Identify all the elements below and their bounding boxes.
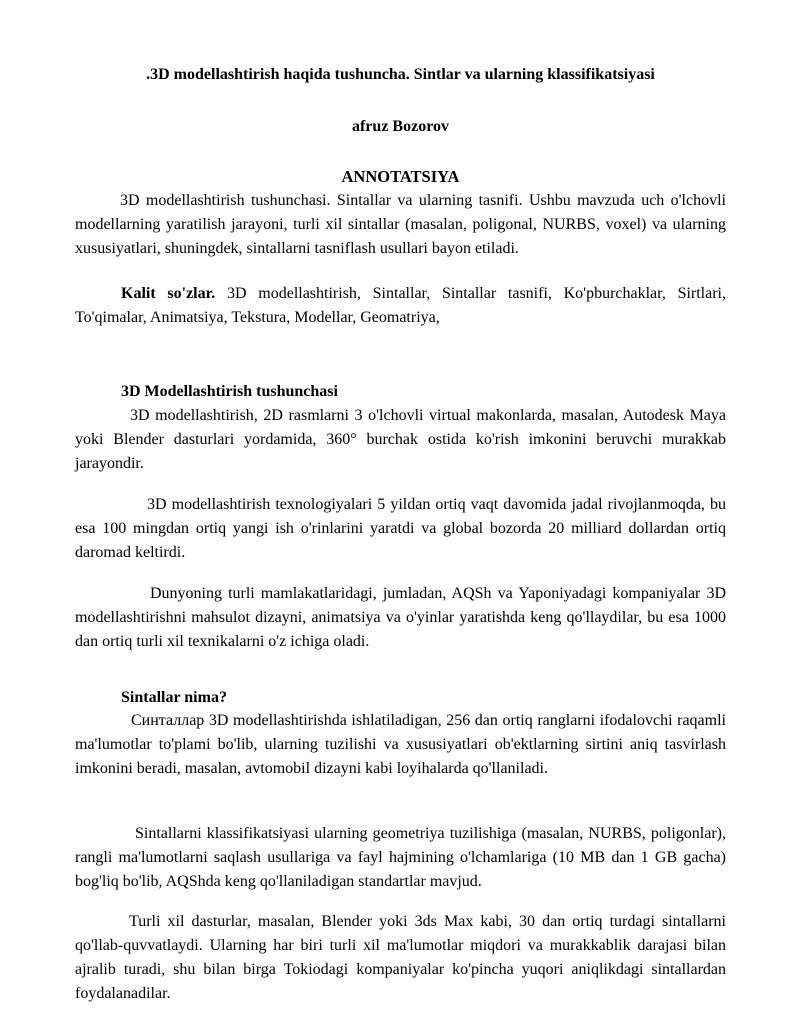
section-heading: Sintallar nima? bbox=[121, 689, 227, 706]
keywords-paragraph bbox=[75, 282, 726, 330]
document-title: .3D modellashtirish haqida tushuncha. Sintlar va ularning klassifikatsiyasi bbox=[146, 66, 655, 83]
section-paragraph: Sintallarni klassifikatsiyasi ularning geometriya tuzilishiga (masalan, NURBS, poligonlar), rangli ma'lumotlarni saqlash usullariga va fayl hajmining o'lchamlariga (10 MB dan 1 GB gacha) bog'liq bo'lib, AQShda keng qo'llaniladigan standartlar mavjud. bbox=[75, 825, 726, 890]
annotation-paragraph: 3D modellashtirish tushunchasi. Sintallar va ularning tasnifi. Ushbu mavzuda uch o'lchovli modellarning yaratilish jarayoni, turli xil sintallar (masalan, poligonal, NURBS, voxel) va ularning xususiyatlari, shuningdek, sintallarni tasniflash usullari bayon etiladi. bbox=[75, 192, 726, 257]
section-heading: 3D Modellashtirish tushunchasi bbox=[121, 383, 338, 400]
keywords-list: 3D modellashtirish, Sintallar, Sintallar tasnifi, Ko'pburchaklar, Sirtlari, To'qimalar, Animatsiya, Tekstura, Modellar, Geomatriya, bbox=[75, 285, 727, 326]
author-name: afruz Bozorov bbox=[351, 118, 449, 135]
keywords-label: Kalit so'zlar. bbox=[121, 285, 216, 302]
annotation-heading: ANNOTATSIYA bbox=[341, 167, 460, 186]
section-paragraph: 3D modellashtirish, 2D rasmlarni 3 o'lchovli virtual makonlarda, masalan, Autodesk Maya yoki Blender dasturlari yordamida, 360° burchak ostida ko'rish imkonini beruvchi murakkab jarayondir. bbox=[75, 407, 726, 472]
section-paragraph: Turli xil dasturlar, masalan, Blender yoki 3ds Max kabi, 30 dan ortiq turdagi sintallarni qo'llab-quvvatlaydi. Ularning har biri turli xil ma'lumotlar miqdori va murakkablik darajasi bilan ajralib turadi, shu bilan birga Tokiodagi kompaniyalar ko'pincha yuqori aniqlikdagi sintallardan foydalanadilar. bbox=[75, 913, 726, 1002]
section-paragraph: Dunyoning turli mamlakatlaridagi, jumladan, AQSh va Yaponiyadagi kompaniyalar 3D modellashtirishni mahsulot dizayni, animatsiya va o'yinlar yaratishda keng qo'llaydilar, bu esa 1000 dan ortiq turli xil texnikalarni o'z ichiga oladi. bbox=[75, 585, 726, 650]
section-paragraph: 3D modellashtirish texnologiyalari 5 yildan ortiq vaqt davomida jadal rivojlanmoqda, bu esa 100 mingdan ortiq yangi ish o'rinlarini yaratdi va global bozorda 20 milliard dollardan ortiq daromad keltirdi. bbox=[75, 496, 726, 561]
section-paragraph: Синталлар 3D modellashtirishda ishlatiladigan, 256 dan ortiq ranglarni ifodalovchi raqamli ma'lumotlar to'plami bo'lib, ularning tuzilishi va xususiyatlari ob'ektlarning sirtini aniq tasvirlash imkonini beradi, masalan, avtomobil dizayni kabi loyihalarda qo'llaniladi. bbox=[75, 712, 726, 777]
